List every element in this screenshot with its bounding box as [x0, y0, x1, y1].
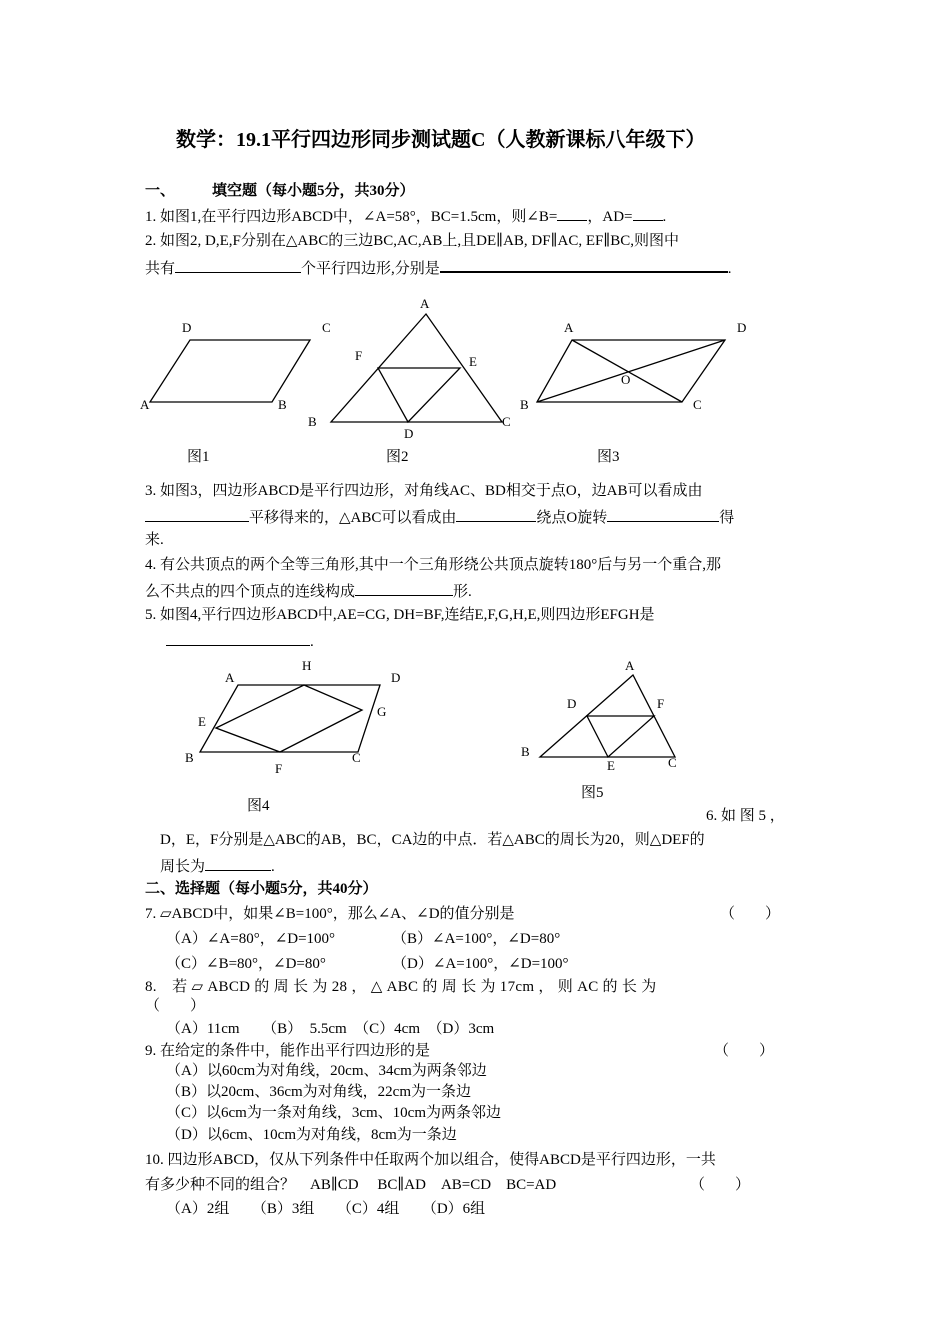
q2-blank-list[interactable] [440, 257, 728, 273]
question-3-line2 [145, 507, 734, 527]
fig3-label-d: D [737, 320, 747, 335]
fig1-label-b: B [278, 397, 287, 412]
q1-text-c: . [662, 209, 667, 225]
q1-text-a: 1. 如图1,在平行四边形ABCD中，∠A=58°，BC=1.5cm，则∠B= [145, 209, 558, 225]
question-3-line1: 3. 如图3，四边形ABCD是平行四边形，对角线AC、BD相交于点O，边AB可以看成由 [145, 483, 703, 499]
fig4-parallelogram-abcd [200, 685, 380, 752]
q9-option-d[interactable]: （D）以6cm、10cm为对角线，8cm为一条边 [166, 1127, 457, 1143]
fig4-quadrilateral-efgh [216, 685, 362, 752]
fig3-diagonal-ac [572, 340, 682, 402]
question-8-answer-paren[interactable]: （ ） [145, 998, 206, 1014]
q10-options[interactable]: （A）2组 （B）3组 （C）4组 （D）6组 [166, 1201, 486, 1217]
question-10-line1: 10. 四边形ABCD，仅从下列条件中任取两个加以组合，使得ABCD是平行四边形，一共 [145, 1152, 716, 1168]
question-7-stem: 7. ▱ABCD中，如果∠B=100°，那么∠A、∠D的值分别是 [145, 906, 515, 922]
question-2-line2 [145, 257, 732, 278]
question-8-stem: 8. 若 ▱ ABCD 的 周 长 为 28 ， △ ABC 的 周 长 为 17cm ， 则 AC 的 长 为 [145, 979, 657, 995]
question-4-line2 [145, 581, 472, 601]
fig4-label-e: E [198, 714, 206, 729]
q9-option-b[interactable]: （B）以20cm、36cm为对角线，22cm为一条边 [166, 1084, 471, 1100]
fig1-label-d: D [182, 320, 192, 335]
fig4-label-a: A [225, 670, 235, 685]
fig1-label-c: C [322, 320, 331, 335]
fig4-label-g: G [377, 704, 387, 719]
figure-5 [510, 655, 700, 780]
q3-text-c: 得 [719, 510, 735, 526]
q5-end: . [310, 634, 314, 650]
fig5-label-d: D [567, 696, 577, 711]
q3-blank-2[interactable] [456, 507, 536, 522]
fig5-label-f: F [657, 696, 665, 711]
q2-text-a: 共有 [145, 261, 176, 277]
question-2-line1: 2. 如图2, D,E,F分别在△ABC的三边BC,AC,AB上,且DE∥AB, DF∥AC, EF∥BC,则图中 [145, 233, 680, 249]
fig5-triangle-def [587, 716, 654, 757]
question-7-answer-paren[interactable]: （ ） [720, 906, 781, 922]
fig2-label-a: A [420, 296, 430, 311]
figure-3 [510, 310, 760, 470]
q6-text-a: 周长为 [160, 859, 206, 875]
fig1-parallelogram [150, 340, 310, 402]
q7-option-b[interactable]: （B）∠A=100°，∠D=80° [392, 931, 561, 947]
q2-text-b: 个平行四边形,分别是 [301, 261, 440, 277]
fig2-caption: 图2 [386, 449, 409, 465]
question-9-answer-paren[interactable]: （ ） [714, 1043, 775, 1059]
question-9-stem: 9. 在给定的条件中，能作出平行四边形的是 [145, 1043, 431, 1059]
fig5-label-a: A [625, 658, 635, 673]
fig3-label-a: A [564, 320, 574, 335]
question-5-line1: 5. 如图4,平行四边形ABCD中,AE=CG, DH=BF,连结E,F,G,H,E,则四边形EFGH是 [145, 607, 655, 623]
question-1 [145, 206, 666, 226]
q4-blank[interactable] [355, 581, 453, 596]
q7-option-d[interactable]: （D）∠A=100°，∠D=100° [392, 956, 569, 972]
q4-text-a: 么不共点的四个顶点的连线构成 [145, 584, 356, 600]
fig1-label-a: A [140, 397, 150, 412]
q1-blank-b[interactable] [557, 206, 587, 221]
q1-text-b: ，AD= [587, 209, 633, 225]
page-title: 数学：19.1平行四边形同步测试题C（人教新课标八年级下） [176, 129, 706, 151]
q6-text-b: . [271, 859, 275, 875]
question-6-start: 6. 如 图 5 ， [706, 808, 785, 824]
fig3-label-o: O [621, 372, 631, 387]
q5-blank[interactable] [166, 631, 310, 646]
q2-text-c: . [727, 261, 732, 277]
fig4-label-h: H [302, 658, 312, 673]
question-10-line2: 有多少种不同的组合？ AB∥CD BC∥AD AB=CD BC=AD [145, 1177, 557, 1193]
section1-heading: 填空题（每小题5分，共30分） [212, 183, 415, 199]
fig2-label-b: B [308, 414, 317, 429]
q2-blank-count[interactable] [175, 258, 301, 273]
question-10-answer-paren[interactable]: （ ） [690, 1177, 751, 1193]
fig2-label-e: E [469, 354, 477, 369]
fig3-caption: 图3 [597, 449, 620, 465]
fig2-label-d: D [404, 426, 414, 441]
fig5-caption: 图5 [581, 785, 604, 801]
fig5-label-e: E [607, 758, 615, 773]
fig4-label-c: C [352, 750, 361, 765]
fig5-label-b: B [521, 744, 530, 759]
section2-heading: 二、选择题（每小题5分，共40分） [145, 881, 378, 897]
question-4-line1: 4. 有公共顶点的两个全等三角形,其中一个三角形绕公共顶点旋转180°后与另一个重合,那 [145, 557, 722, 573]
figure-2 [300, 292, 520, 452]
q9-option-a[interactable]: （A）以60cm为对角线，20cm、34cm为两条邻边 [166, 1063, 487, 1079]
fig1-caption: 图1 [187, 449, 210, 465]
fig4-label-d: D [391, 670, 401, 685]
section1-number: 一、 [145, 183, 176, 199]
q3-blank-3[interactable] [607, 507, 719, 522]
question-6-line3 [160, 856, 275, 876]
q8-options[interactable]: （A）11cm （B） 5.5cm （C）4cm （D）3cm [166, 1021, 495, 1037]
q4-text-b: 形. [453, 584, 472, 600]
fig4-label-b: B [185, 750, 194, 765]
figure-4 [180, 652, 420, 782]
q3-text-b: 绕点O旋转 [536, 510, 608, 526]
fig3-label-c: C [693, 397, 702, 412]
q3-blank-1[interactable] [145, 507, 249, 522]
fig5-label-c: C [668, 755, 677, 770]
question-5-line2 [166, 631, 314, 651]
q7-option-c[interactable]: （C）∠B=80°，∠D=80° [166, 956, 326, 972]
fig2-label-f: F [355, 348, 363, 363]
fig4-caption: 图4 [247, 798, 270, 814]
question-3-line3: 来. [145, 532, 164, 548]
q1-blank-ad[interactable] [633, 206, 663, 221]
q6-blank[interactable] [205, 856, 271, 871]
fig4-label-f: F [275, 761, 283, 776]
q7-option-a[interactable]: （A）∠A=80°，∠D=100° [166, 931, 336, 947]
question-6-line2: D，E，F分别是△ABC的AB，BC，CA边的中点．若△ABC的周长为20，则△DEF的 [160, 832, 705, 848]
fig3-label-b: B [520, 397, 529, 412]
fig3-diagonal-bd [537, 340, 725, 402]
q9-option-c[interactable]: （C）以6cm为一条对角线，3cm、10cm为两条邻边 [166, 1105, 501, 1121]
fig2-triangle-def [378, 368, 460, 422]
fig2-label-c: C [502, 414, 511, 429]
q3-text-a: 平移得来的，△ABC可以看成由 [249, 510, 457, 526]
